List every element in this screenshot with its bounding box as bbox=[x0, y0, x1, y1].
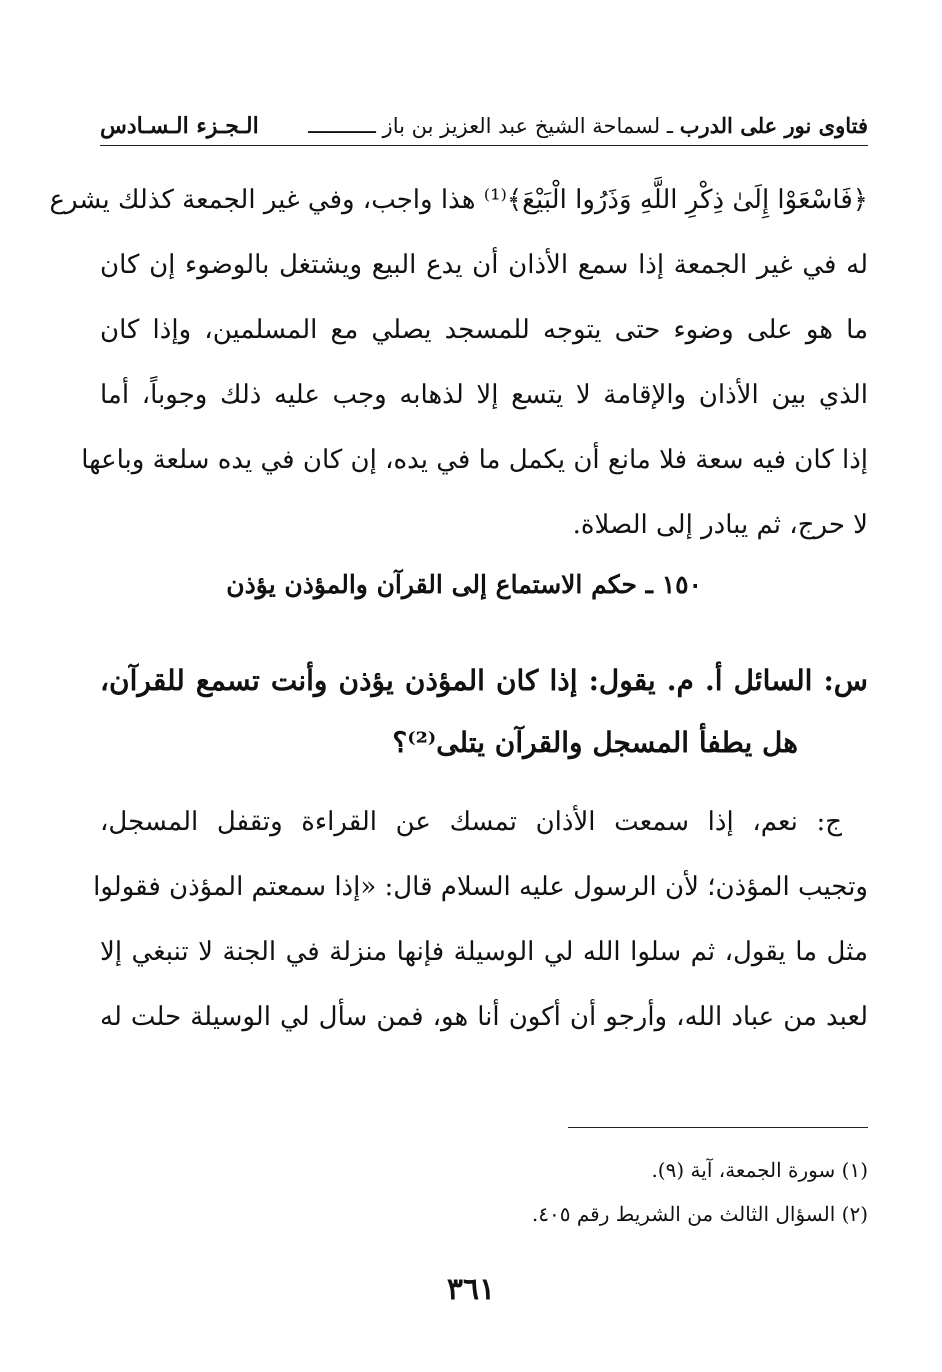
footnote-2: (٢) السؤال الثالث من الشريط رقم ٤٠٥. bbox=[531, 1202, 868, 1226]
footnote-1: (١) سورة الجمعة، آية (٩). bbox=[651, 1158, 868, 1182]
text-line: الذي بين الأذان والإقامة لا يتسع إلا لذهابه وجب عليه ذلك وجوباً، أما bbox=[100, 380, 868, 410]
text-line: لا حرج، ثم يبادر إلى الصلاة. bbox=[572, 510, 868, 540]
section-heading: ١٥٠ ـ حكم الاستماع إلى القرآن والمؤذن يؤذن bbox=[226, 570, 702, 599]
header-title-group bbox=[308, 113, 868, 138]
volume-label: الـجـزء الـسـادس bbox=[100, 112, 259, 139]
answer-line: لعبد من عباد الله، وأرجو أن أكون أنا هو، فمن سأل لي الوسيلة حلت له bbox=[100, 1002, 868, 1032]
answer-line: مثل ما يقول، ثم سلوا الله لي الوسيلة فإنها منزلة في الجنة لا تنبغي إلا bbox=[100, 937, 868, 967]
text-line: إذا كان فيه سعة فلا مانع أن يكمل ما في يده، إن كان في يده سلعة وباعها bbox=[81, 445, 868, 475]
text-line: ما هو على وضوء حتى يتوجه للمسجد يصلي مع المسلمين، وإذا كان bbox=[100, 315, 868, 345]
paragraph-continuation bbox=[49, 168, 868, 558]
text-line: له في غير الجمعة إذا سمع الأذان أن يدع البيع ويشتغل بالوضوء إن كان bbox=[100, 250, 868, 280]
running-header bbox=[100, 106, 868, 146]
question-line: س: السائل أ. م. يقول: إذا كان المؤذن يؤذن وأنت تسمع للقرآن، bbox=[100, 664, 868, 697]
book-title: فتاوى نور على الدرب bbox=[679, 113, 868, 138]
text-line: ﴿فَاسْعَوْا إِلَىٰ ذِكْرِ اللَّهِ وَذَرُوا الْبَيْعَ﴾⁽¹⁾ هذا واجب، وفي غير الجمعة كذلك يشرع bbox=[49, 185, 868, 215]
footnote-separator bbox=[568, 1127, 868, 1128]
answer-block bbox=[93, 790, 868, 1050]
answer-line: وتجيب المؤذن؛ لأن الرسول عليه السلام قال: «إذا سمعتم المؤذن فقولوا bbox=[93, 872, 868, 902]
page-number: ٣٦١ bbox=[446, 1272, 496, 1307]
question-block bbox=[100, 650, 868, 774]
footnotes bbox=[100, 1148, 868, 1236]
author-name: ـ لسماحة الشيخ عبد العزيز بن باز ـــــــــــ bbox=[308, 114, 674, 138]
answer-line: ج: نعم، إذا سمعت الأذان تمسك عن القراءة وتقفل المسجل، bbox=[100, 807, 842, 837]
question-line: هل يطفأ المسجل والقرآن يتلى⁽²⁾؟ bbox=[392, 726, 798, 759]
